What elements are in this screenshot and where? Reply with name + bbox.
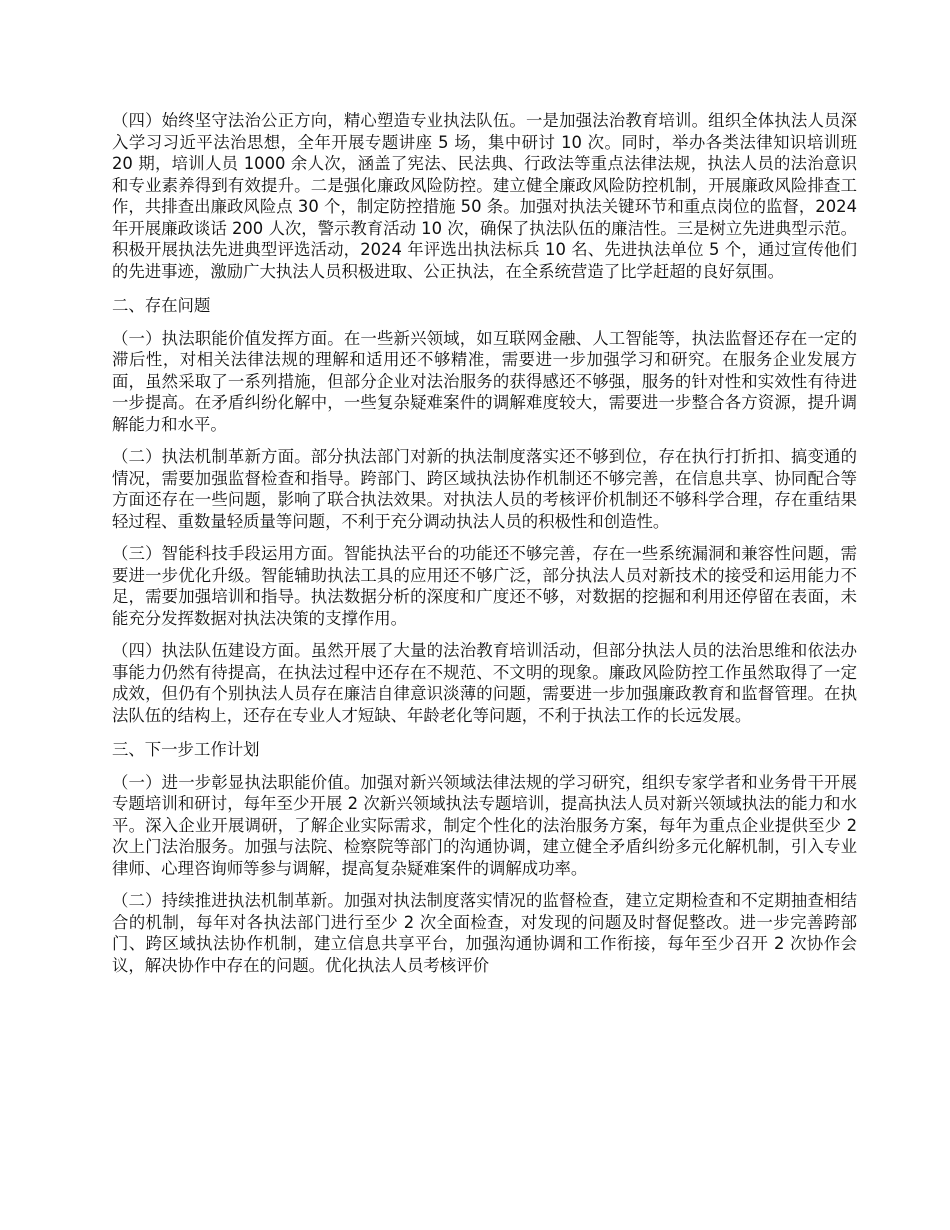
paragraph-plan-enforcement-mechanism: （二）持续推进执法机制革新。加强对执法制度落实情况的监督检查，建立定期检查和不定期抽查相结合的机制，每年对各执法部门进行至少 2 次全面检查，对发现的问题及时督促整改。进一步完善跨部门、跨区域执法协作机制，建立信息共享平台，加强沟通协调和工作衔接，每年至少召开 2 次协作会议，解决协作中存在的问题。优化执法人员考核评价	[112, 891, 857, 975]
paragraph-plan-enforcement-function: （一）进一步彰显执法职能价值。加强对新兴领域法律法规的学习研究，组织专家学者和业务骨干开展专题培训和研讨，每年至少开展 2 次新兴领域执法专题培训，提高执法人员对新兴领域执法的能力和水平。深入企业开展调研，了解企业实际需求，制定个性化的法治服务方案，每年为重点企业提供至少 2 次上门法治服务。加强与法院、检察院等部门的沟通协调，建立健全矛盾纠纷多元化解机制，引入专业律师、心理咨询师等参与调解，提高复杂疑难案件的调解成功率。	[112, 772, 857, 878]
paragraph-problem-enforcement-function: （一）执法职能价值发挥方面。在一些新兴领域，如互联网金融、人工智能等，执法监督还存在一定的滞后性，对相关法律法规的理解和适用还不够精准，需要进一步加强学习和研究。在服务企业发展方面，虽然采取了一系列措施，但部分企业对法治服务的获得感还不够强，服务的针对性和实效性有待进一步提高。在矛盾纠纷化解中，一些复杂疑难案件的调解难度较大，需要进一步整合各方资源，提升调解能力和水平。	[112, 328, 857, 434]
paragraph-problem-team-building: （四）执法队伍建设方面。虽然开展了大量的法治教育培训活动，但部分执法人员的法治思维和依法办事能力仍然有待提高，在执法过程中还存在不规范、不文明的现象。廉政风险防控工作虽然取得了一定成效，但仍有个别执法人员存在廉洁自律意识淡薄的问题，需要进一步加强廉政教育和监督管理。在执法队伍的结构上，还存在专业人才短缺、年龄老化等问题，不利于执法工作的长远发展。	[112, 641, 857, 725]
section-heading-existing-problems: 二、存在问题	[112, 296, 211, 315]
paragraph-problem-enforcement-mechanism: （二）执法机制革新方面。部分执法部门对新的执法制度落实还不够到位，存在执行打折扣、搞变通的情况，需要加强监督检查和指导。跨部门、跨区域执法协作机制还不够完善，在信息共享、协同配合等方面还存在一些问题，影响了联合执法效果。对执法人员的考核评价机制还不够科学合理，存在重结果轻过程、重数量轻质量等问题，不利于充分调动执法人员的积极性和创造性。	[112, 447, 857, 531]
section-heading-next-steps: 三、下一步工作计划	[112, 740, 260, 759]
paragraph-team-building-practice: （四）始终坚守法治公正方向，精心塑造专业执法队伍。一是加强法治教育培训。组织全体执法人员深入学习习近平法治思想，全年开展专题讲座 5 场，集中研讨 10 次。同时，举办各类法律知识培训班 20 期，培训人员 1000 余人次，涵盖了宪法、民法典、行政法等重点法律法规，执法人员的法治意识和专业素养得到有效提升。二是强化廉政风险防控。建立健全廉政风险防控机制，开展廉政风险排查工作，共排查出廉政风险点 30 个，制定防控措施 50 条。加强对执法关键环节和重点岗位的监督，2024 年开展廉政谈话 200 人次，警示教育活动 10 次，确保了执法队伍的廉洁性。三是树立先进典型示范。积极开展执法先进典型评选活动，2024 年评选出执法标兵 10 名、先进执法单位 5 个，通过宣传他们的先进事迹，激励广大执法人员积极进取、公正执法，在全系统营造了比学赶超的良好氛围。	[112, 111, 857, 281]
paragraph-problem-smart-technology: （三）智能科技手段运用方面。智能执法平台的功能还不够完善，存在一些系统漏洞和兼容性问题，需要进一步优化升级。智能辅助执法工具的应用还不够广泛，部分执法人员对新技术的接受和运用能力不足，需要加强培训和指导。执法数据分析的深度和广度还不够，对数据的挖掘和利用还停留在表面，未能充分发挥数据对执法决策的支撑作用。	[112, 544, 857, 628]
document-page	[112, 110, 857, 987]
